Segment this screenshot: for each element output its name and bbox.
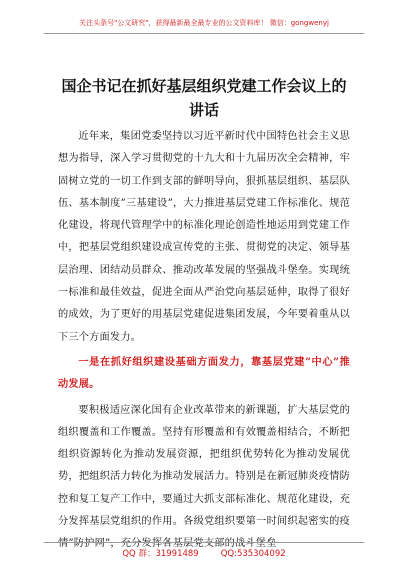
paragraph-section-1: 要积极适应深化国有企业改革带来的新课题，扩大基层党的组织覆盖和工作覆盖。坚持有形覆盖和有效覆盖相结合，不断把组织资源转化为推动发展资源，把组织优势转化为推动发展优势，把组织活力转化为推动发展活力。特别是在新冠肺炎疫情防控和复工复产工作中，要通过大抓支部标准化、规范化建设，充分发挥基层党组织的作用。各级党组织要第一时间织起密实的疫情”防护网”，充分发挥各基层党支部的战斗堡垒 (58, 404, 350, 550)
header-divider (44, 33, 364, 34)
header-banner: 关注头条号"公文研究"，获得最新最全最专业的公文资料库！ 微信：gongwenyj (79, 19, 329, 27)
footer-qq: QQ:535304092 (220, 549, 286, 559)
section-heading-1: 一是在抓好组织建设基础方面发力，靠基层党建”中心”推动发展。 (58, 355, 350, 391)
footer-qq-group: QQ 群：31991489 (122, 549, 199, 559)
footer (0, 547, 408, 559)
document-body (58, 126, 350, 556)
footer-divider (44, 542, 364, 543)
paragraph-intro: 近年来，集团党委坚持以习近平新时代中国特色社会主义思想为指导，深入学习贯彻党的十九大和十九届历次全会精神，牢固树立党的一切工作到支部的鲜明导向，狠抓基层组织、基层队伍、基本制度”三基建设”，大力推进基层党建工作标准化、规范化建设，将现代管理学中的标准化理论创造性地运用到党建工作中，把基层党组织建设成宣传党的主张、贯彻党的决定、领导基层治理、团结动员群众、推动改革发展的坚强战斗堡垒。实现统一标准和最佳效益，促进全面从严治党向基层延伸，取得了很好的成效，为了更好的用基层党建促进集团发展，今年要着重从以下三个方面发力。 (58, 131, 350, 343)
document-title: 国企书记在抓好基层组织党建工作会议上的讲话 (61, 77, 347, 119)
